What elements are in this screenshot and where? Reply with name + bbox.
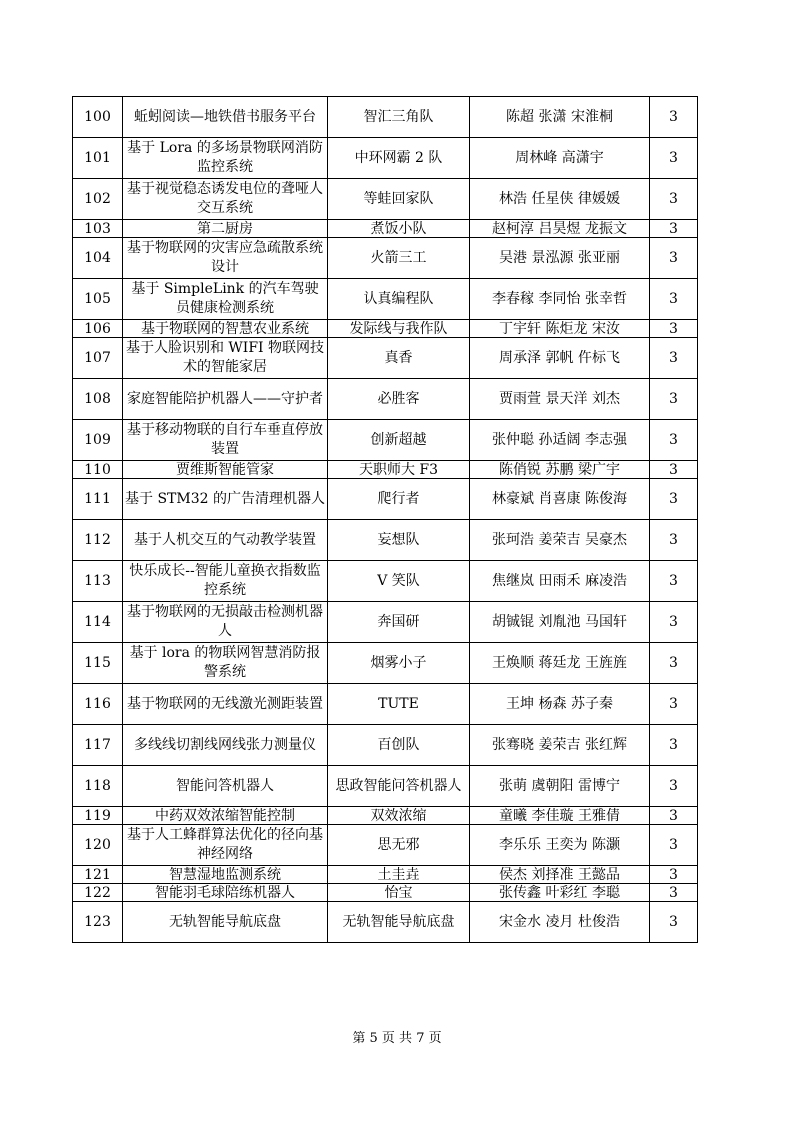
row-number: 104 <box>73 238 123 279</box>
team-members: 李春稼 李同怡 张幸哲 <box>470 279 650 320</box>
table-row <box>73 238 698 279</box>
award-level: 3 <box>650 479 698 520</box>
award-level: 3 <box>650 725 698 766</box>
project-name: 基于移动物联的自行车垂直停放装置 <box>123 420 328 461</box>
team-name: 奔国研 <box>328 602 470 643</box>
team-members: 侯杰 刘择准 王懿品 <box>470 866 650 884</box>
table-row <box>73 97 698 138</box>
award-level: 3 <box>650 279 698 320</box>
table-row <box>73 461 698 479</box>
award-level: 3 <box>650 884 698 902</box>
table-row <box>73 320 698 338</box>
project-name: 基于 lora 的物联网智慧消防报警系统 <box>123 643 328 684</box>
project-name: 基于人工蜂群算法优化的径向基神经网络 <box>123 825 328 866</box>
row-number: 117 <box>73 725 123 766</box>
award-level: 3 <box>650 825 698 866</box>
table-row <box>73 766 698 807</box>
team-members: 林豪斌 肖喜康 陈俊海 <box>470 479 650 520</box>
table-row <box>73 479 698 520</box>
team-name: 创新超越 <box>328 420 470 461</box>
page-footer: 第 5 页 共 7 页 <box>352 1031 442 1046</box>
row-number: 120 <box>73 825 123 866</box>
project-name: 基于物联网的灾害应急疏散系统设计 <box>123 238 328 279</box>
team-members: 周承泽 郭帆 仵标飞 <box>470 338 650 379</box>
team-members: 王焕顺 蒋廷龙 王旌旌 <box>470 643 650 684</box>
award-level: 3 <box>650 902 698 943</box>
row-number: 113 <box>73 561 123 602</box>
team-name: 等蛙回家队 <box>328 179 470 220</box>
project-name: 智能问答机器人 <box>123 766 328 807</box>
project-name: 中药双效浓缩智能控制 <box>123 807 328 825</box>
team-members: 陈超 张潇 宋淮桐 <box>470 97 650 138</box>
table-row <box>73 643 698 684</box>
row-number: 110 <box>73 461 123 479</box>
award-level: 3 <box>650 807 698 825</box>
table-row <box>73 602 698 643</box>
award-level: 3 <box>650 866 698 884</box>
team-name: 中环网霸 2 队 <box>328 138 470 179</box>
row-number: 122 <box>73 884 123 902</box>
team-members: 宋金水 凌月 杜俊浩 <box>470 902 650 943</box>
table-row <box>73 179 698 220</box>
award-level: 3 <box>650 461 698 479</box>
team-members: 张珂浩 姜荣吉 吴豪杰 <box>470 520 650 561</box>
team-members: 张仲聪 孙适阔 李志强 <box>470 420 650 461</box>
team-name: 智汇三角队 <box>328 97 470 138</box>
team-members: 吴港 景泓源 张亚丽 <box>470 238 650 279</box>
table-row <box>73 520 698 561</box>
project-name: 基于物联网的智慧农业系统 <box>123 320 328 338</box>
awards-table-body <box>73 97 698 943</box>
project-name: 蚯蚓阅读—地铁借书服务平台 <box>123 97 328 138</box>
team-name: 真香 <box>328 338 470 379</box>
row-number: 121 <box>73 866 123 884</box>
project-name: 贾维斯智能管家 <box>123 461 328 479</box>
award-level: 3 <box>650 643 698 684</box>
project-name: 基于人机交互的气动教学装置 <box>123 520 328 561</box>
table-row <box>73 684 698 725</box>
team-name: 妄想队 <box>328 520 470 561</box>
team-name: V 笑队 <box>328 561 470 602</box>
row-number: 103 <box>73 220 123 238</box>
team-members: 李乐乐 王奕为 陈灏 <box>470 825 650 866</box>
team-members: 焦继岚 田雨禾 麻凌浩 <box>470 561 650 602</box>
team-name: 天职师大 F3 <box>328 461 470 479</box>
row-number: 100 <box>73 97 123 138</box>
team-name: 火箭三工 <box>328 238 470 279</box>
team-name: 发际线与我作队 <box>328 320 470 338</box>
team-name: 烟雾小子 <box>328 643 470 684</box>
team-members: 丁宇轩 陈炬龙 宋汝 <box>470 320 650 338</box>
project-name: 家庭智能陪护机器人——守护者 <box>123 379 328 420</box>
team-name: 思无邪 <box>328 825 470 866</box>
table-row <box>73 279 698 320</box>
project-name: 基于物联网的无线激光测距装置 <box>123 684 328 725</box>
team-members: 贾雨萱 景天洋 刘杰 <box>470 379 650 420</box>
team-name: 土圭垚 <box>328 866 470 884</box>
project-name: 无轨智能导航底盘 <box>123 902 328 943</box>
team-members: 周林峰 高潇宇 <box>470 138 650 179</box>
project-name: 基于 SimpleLink 的汽车驾驶员健康检测系统 <box>123 279 328 320</box>
team-name: 思政智能问答机器人 <box>328 766 470 807</box>
team-members: 张萌 虞朝阳 雷博宁 <box>470 766 650 807</box>
row-number: 102 <box>73 179 123 220</box>
team-members: 张传鑫 叶彩红 李聪 <box>470 884 650 902</box>
project-name: 基于人脸识别和 WIFI 物联网技术的智能家居 <box>123 338 328 379</box>
row-number: 118 <box>73 766 123 807</box>
award-level: 3 <box>650 602 698 643</box>
award-level: 3 <box>650 238 698 279</box>
table-row <box>73 138 698 179</box>
team-members: 胡铖锟 刘胤池 马国轩 <box>470 602 650 643</box>
award-level: 3 <box>650 338 698 379</box>
award-level: 3 <box>650 179 698 220</box>
team-name: 怡宝 <box>328 884 470 902</box>
table-row <box>73 884 698 902</box>
award-level: 3 <box>650 220 698 238</box>
team-name: 双效浓缩 <box>328 807 470 825</box>
award-level: 3 <box>650 320 698 338</box>
team-members: 王坤 杨森 苏子秦 <box>470 684 650 725</box>
award-level: 3 <box>650 97 698 138</box>
row-number: 101 <box>73 138 123 179</box>
team-members: 林浩 任星侠 律媛媛 <box>470 179 650 220</box>
table-row <box>73 561 698 602</box>
row-number: 112 <box>73 520 123 561</box>
row-number: 123 <box>73 902 123 943</box>
award-level: 3 <box>650 766 698 807</box>
project-name: 智能羽毛球陪练机器人 <box>123 884 328 902</box>
table-row <box>73 825 698 866</box>
row-number: 119 <box>73 807 123 825</box>
row-number: 109 <box>73 420 123 461</box>
project-name: 基于物联网的无损敲击检测机器人 <box>123 602 328 643</box>
row-number: 108 <box>73 379 123 420</box>
project-name: 基于 Lora 的多场景物联网消防监控系统 <box>123 138 328 179</box>
team-name: 无轨智能导航底盘 <box>328 902 470 943</box>
row-number: 107 <box>73 338 123 379</box>
row-number: 111 <box>73 479 123 520</box>
table-row <box>73 725 698 766</box>
team-name: 爬行者 <box>328 479 470 520</box>
award-level: 3 <box>650 379 698 420</box>
project-name: 快乐成长--智能儿童换衣指数监控系统 <box>123 561 328 602</box>
project-name: 基于 STM32 的广告清理机器人 <box>123 479 328 520</box>
team-members: 童曦 李佳璇 王雅倩 <box>470 807 650 825</box>
team-name: TUTE <box>328 684 470 725</box>
award-level: 3 <box>650 561 698 602</box>
table-row <box>73 866 698 884</box>
team-name: 必胜客 <box>328 379 470 420</box>
team-members: 张骞晓 姜荣吉 张红辉 <box>470 725 650 766</box>
team-name: 百创队 <box>328 725 470 766</box>
team-members: 陈俏锐 苏鹏 梁广宇 <box>470 461 650 479</box>
project-name: 智慧湿地监测系统 <box>123 866 328 884</box>
table-row <box>73 379 698 420</box>
award-level: 3 <box>650 520 698 561</box>
table-row <box>73 338 698 379</box>
table-row <box>73 420 698 461</box>
row-number: 105 <box>73 279 123 320</box>
table-row <box>73 220 698 238</box>
row-number: 114 <box>73 602 123 643</box>
team-name: 认真编程队 <box>328 279 470 320</box>
awards-table <box>72 96 698 943</box>
row-number: 106 <box>73 320 123 338</box>
award-level: 3 <box>650 684 698 725</box>
project-name: 第二厨房 <box>123 220 328 238</box>
row-number: 115 <box>73 643 123 684</box>
project-name: 基于视觉稳态诱发电位的聋哑人交互系统 <box>123 179 328 220</box>
award-level: 3 <box>650 420 698 461</box>
row-number: 116 <box>73 684 123 725</box>
award-level: 3 <box>650 138 698 179</box>
table-row <box>73 807 698 825</box>
project-name: 多线线切割线网线张力测量仪 <box>123 725 328 766</box>
team-members: 赵柯淳 吕昊煜 龙振文 <box>470 220 650 238</box>
team-name: 煮饭小队 <box>328 220 470 238</box>
table-row <box>73 902 698 943</box>
